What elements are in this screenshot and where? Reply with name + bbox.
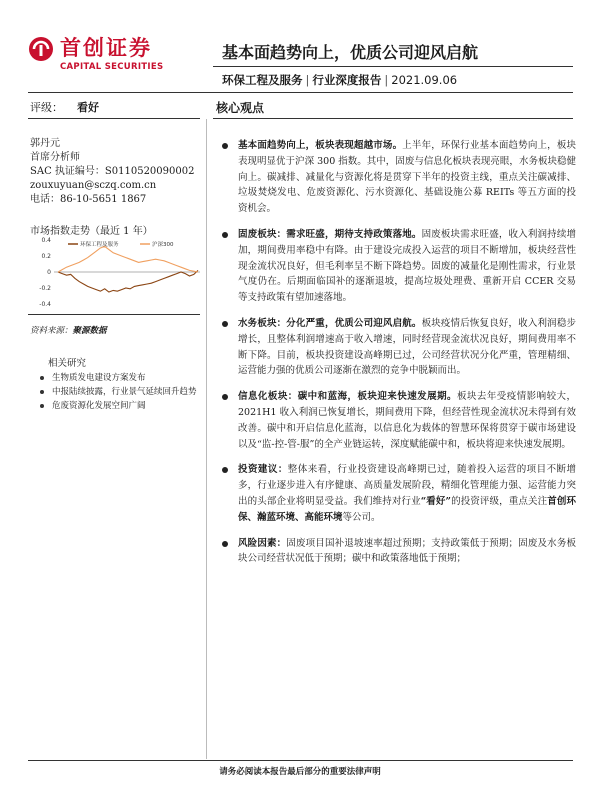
rating-divider — [28, 118, 200, 119]
analyst-role: 首席分析师 — [30, 152, 80, 163]
y-tick-label: 0 — [47, 269, 51, 276]
point-informatization: 信息化板块：碳中和蓝海，板块迎来快速发展期。板块去年受疫情影响较大，2021H1 收入利润已恢复增长，期间费用下降，但经营性现金流状况未得到有效改善。碳中和开启信息化蓝海，以信息化为载体的智慧环保将贯穿于碳市场建设以及“监-控-管-服”的全产业链运转，深度赋能碳中和，板块将迎来快速发展期。 — [218, 389, 576, 452]
legal-disclaimer-note: 请务必阅读本报告最后部分的重要法律声明 — [219, 767, 381, 777]
analyst-license: SAC 执证编号：S0110520090002 — [30, 166, 195, 177]
point-water: 水务板块：分化严重，优质公司迎风启航。板块疫情后恢复良好，收入利润稳步增长，且整体利润增速高于收入增速，同时经营现金流状况良好，期间费用率不断下降。目前，板块投资建设高峰期已过，公司经营状况分化严重，管理精细、运营能力强的优质公司逐渐在激烈的竞争中脱颖而出。 — [218, 316, 576, 379]
y-tick-label: -0.4 — [39, 301, 51, 308]
related-research-title: 相关研究 — [48, 358, 87, 369]
rating-label: 评级： — [30, 101, 63, 114]
bullet-dot-icon — [222, 321, 228, 327]
y-tick-label: 0.2 — [41, 253, 51, 260]
brand-name-cn: 首创证券 — [60, 36, 152, 60]
point-risk-factors: 风险因素：固废项目国补退坡速率超过预期；支持政策低于预期；固废及水务板块公司经营状况低于预期；碳中和政策落地低于预期； — [218, 536, 576, 568]
series-line-sector — [58, 270, 198, 292]
y-tick-label: -0.2 — [39, 285, 51, 292]
rating — [30, 99, 99, 115]
analyst-email[interactable]: zouxuyuan@sczq.com.cn — [30, 180, 157, 191]
y-tick-label: 0.4 — [41, 237, 51, 244]
bullet-dot-icon — [222, 232, 228, 238]
chart-divider — [28, 314, 200, 315]
meta-separator: | — [384, 73, 389, 87]
core-views-title: 核心观点 — [216, 101, 265, 115]
bullet-dot-icon — [222, 394, 228, 400]
related-item[interactable]: 生物质发电建设方案发布 — [38, 372, 198, 384]
report-title: 基本面趋势向上，优质公司迎风启航 — [222, 43, 479, 62]
market-index-chart — [28, 234, 202, 310]
legend-label-sector: 环保工程及服务 — [80, 242, 119, 248]
header-divider — [28, 92, 573, 93]
point-investment-advice: 投资建议：整体来看，行业投资建设高峰期已过，随着投入运营的项目不断增多，行业逐步进入有序健康、高质量发展阶段，精细化管理能力强、运营能力突出的头部企业将明显受益。我们维持对行业“看好”的投资评级，重点关注首创环保、瀚蓝环境、高能环境等公司。 — [218, 462, 576, 525]
bullet-dot-icon — [222, 467, 228, 473]
point-fundamentals: 基本面趋势向上，板块表现超越市场。上半年，环保行业基本面趋势向上，板块表现明显优于沪深 300 指数。其中，固废与信息化板块表现亮眼，水务板块稳健向上。碳减排、减量化与资源化将是贯穿下半年的投资主线，重点关注碳减排、垃圾焚烧发电、危废资源化、污水资源化、基础设施公募 REITs 等五方面的投资机会。 — [218, 138, 576, 217]
related-research-list — [38, 372, 198, 414]
industry-label: 环保工程及服务 — [222, 73, 303, 87]
analyst-info — [30, 137, 202, 207]
chart-title: 市场指数走势（最近 1 年） — [30, 226, 153, 237]
report-type-label: 行业深度报告 — [312, 73, 382, 87]
logo-mark-icon — [28, 36, 54, 62]
series-line-hs300 — [58, 246, 198, 272]
report-date: 2021.09.06 — [391, 73, 458, 87]
core-points — [218, 138, 576, 567]
column-divider — [206, 119, 207, 759]
related-item[interactable]: 中报陆续披露，行业景气延续回升趋势 — [38, 386, 198, 398]
bullet-dot-icon — [222, 541, 228, 547]
meta-separator: | — [305, 73, 310, 87]
chart-source — [30, 324, 107, 336]
related-item[interactable]: 危废资源化发展空间广阔 — [38, 400, 198, 412]
point-solid-waste: 固废板块：需求旺盛，期待支持政策落地。固废板块需求旺盛，收入利润持续增加，期间费用率稳中有降。由于建设完成投入运营的项目不断增加，板块经营性现金流状况良好，但毛利率呈不断下降趋势。固废的减量化是刚性需求，行业景气度仍在。后期面临国补的逐渐退坡，提高垃圾处理费、重新开启 CCER 交易等支持政策有望加速落地。 — [218, 227, 576, 306]
source-value: 聚源数据 — [72, 326, 107, 336]
analyst-name: 郭丹元 — [30, 138, 60, 149]
analyst-phone: 电话：86-10-5651 1867 — [30, 194, 147, 205]
bullet-dot-icon — [40, 390, 44, 394]
title-divider — [213, 66, 573, 67]
legend-label-hs300: 沪深300 — [152, 242, 174, 248]
report-meta — [222, 72, 457, 88]
bullet-dot-icon — [40, 376, 44, 380]
bullet-dot-icon — [222, 143, 228, 149]
source-label: 资料来源： — [30, 326, 73, 336]
rating-value: 看好 — [77, 101, 99, 114]
brand-name-en: CAPITAL SECURITIES — [60, 62, 164, 72]
core-divider — [213, 118, 573, 119]
bullet-dot-icon — [40, 404, 44, 408]
footer-divider — [28, 760, 573, 761]
